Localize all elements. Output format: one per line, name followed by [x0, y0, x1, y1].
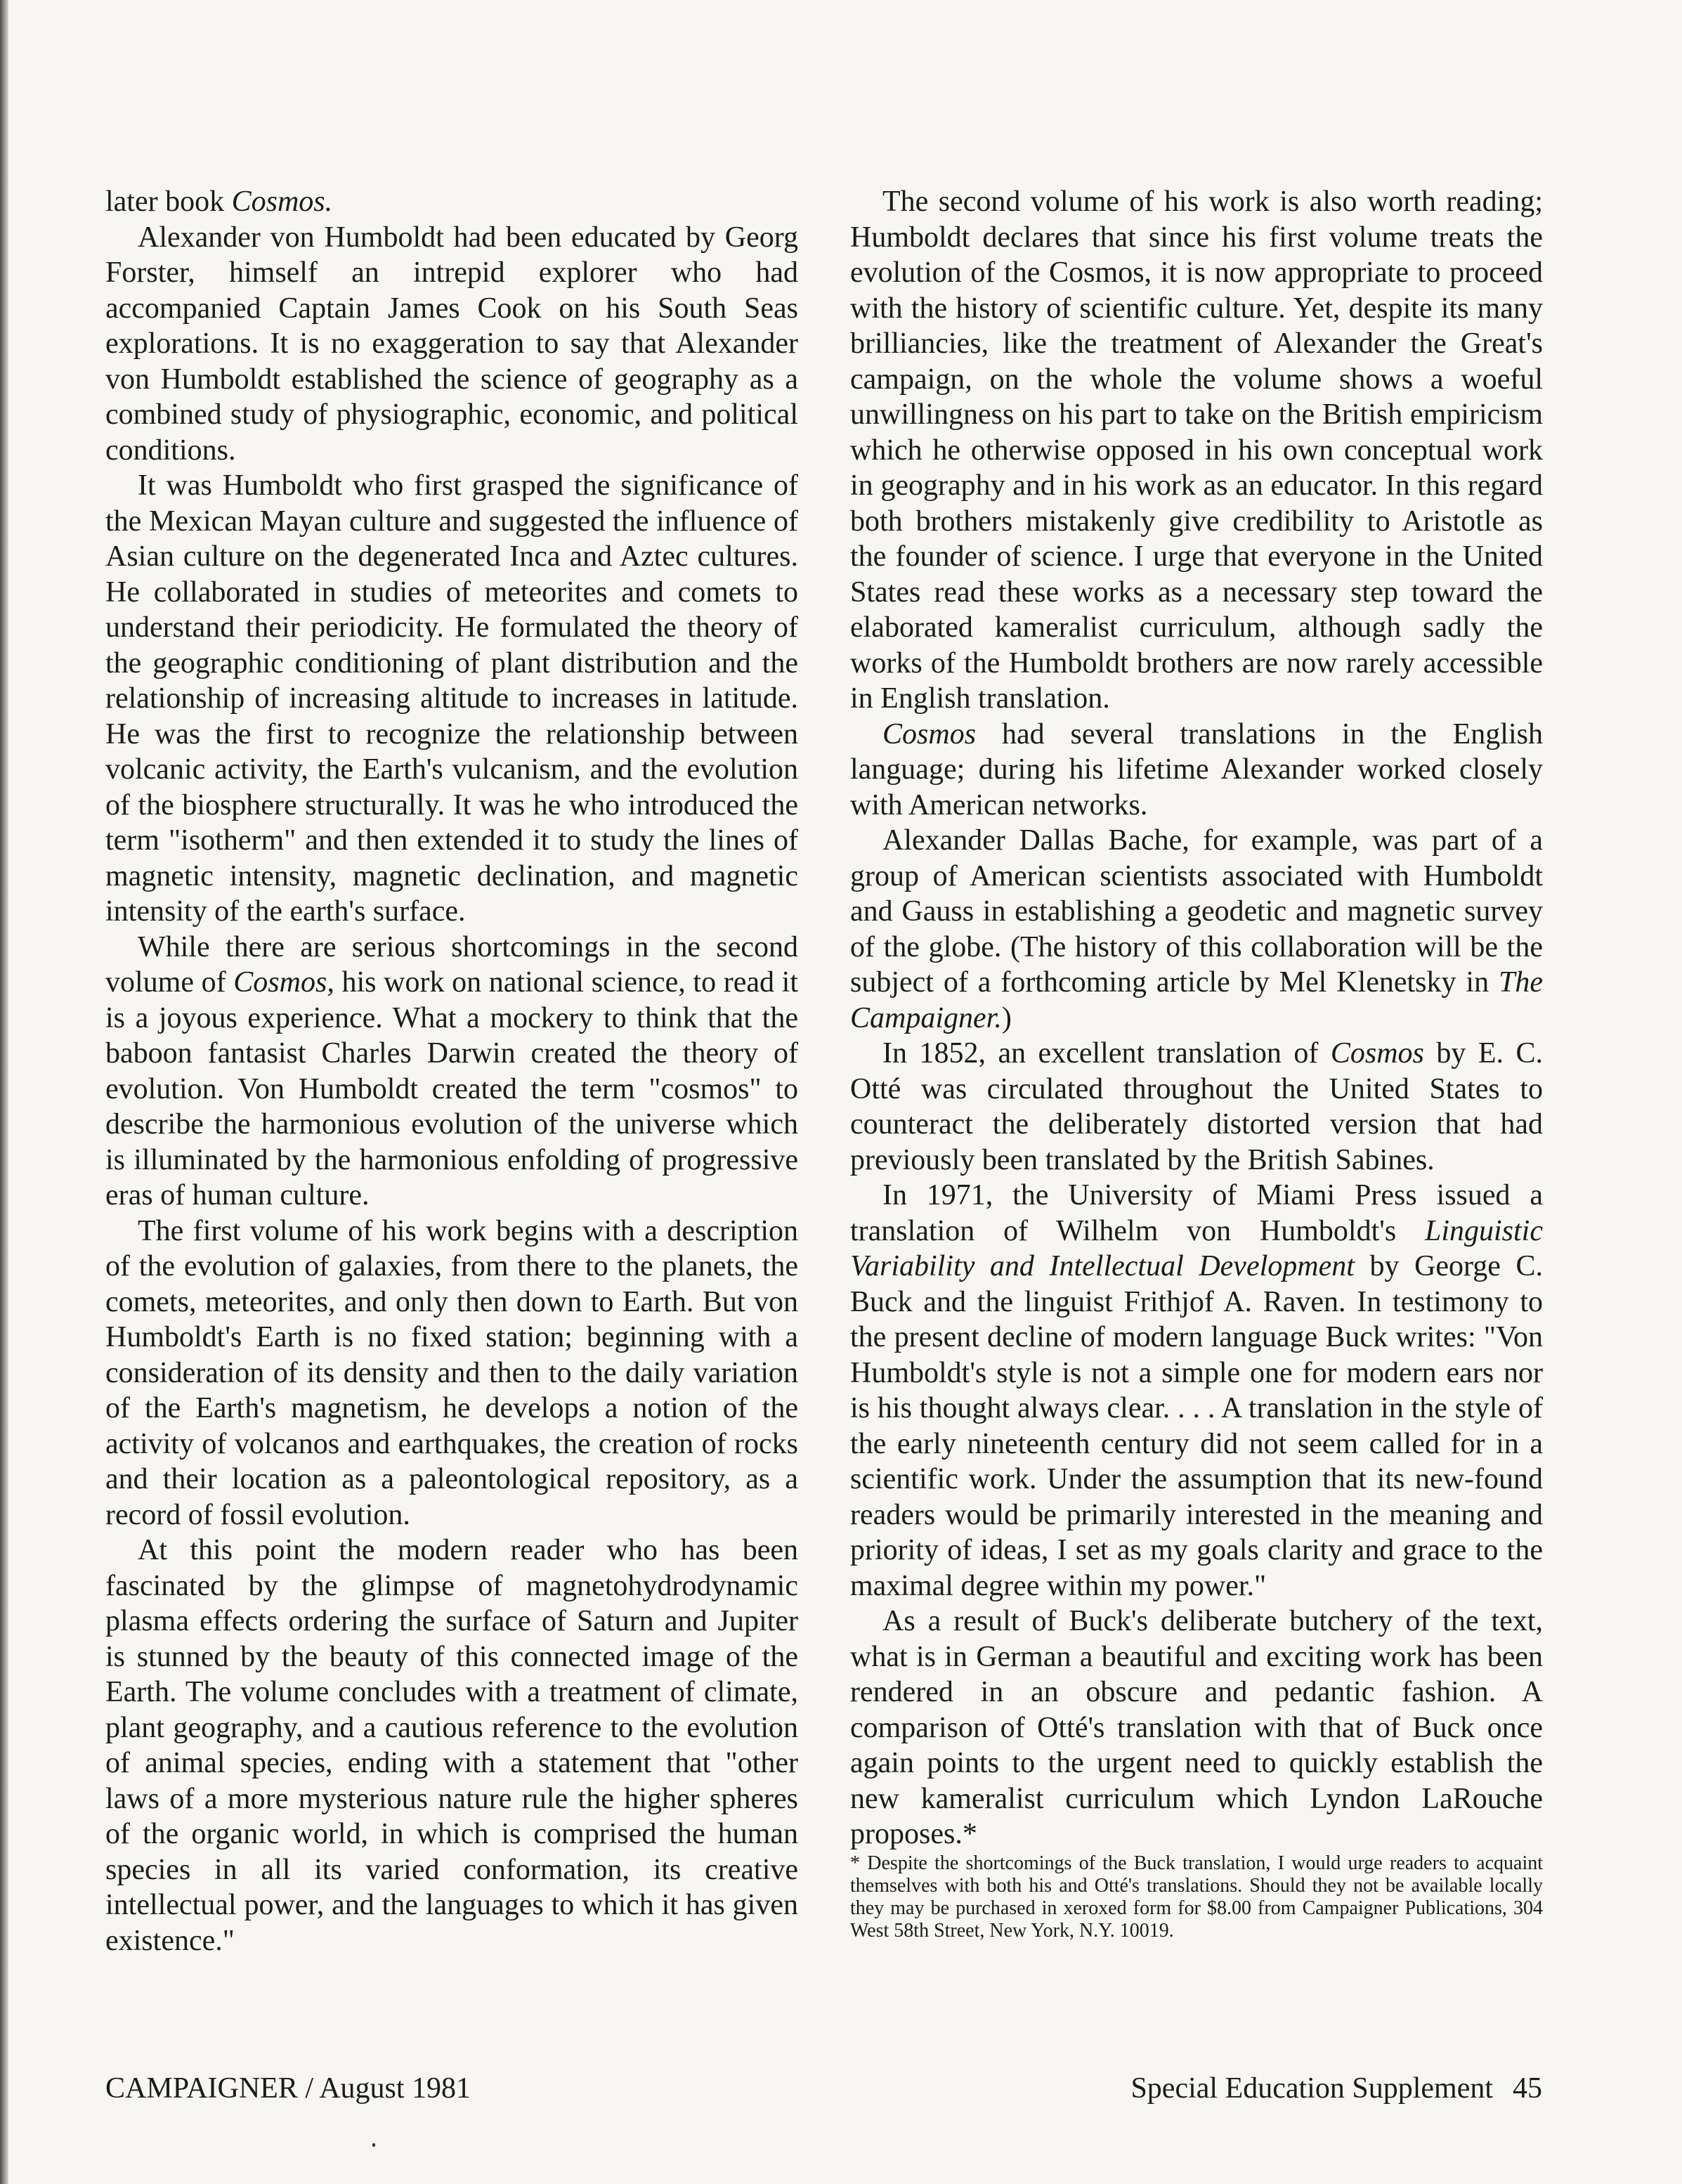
text-run: While there are serious shortcomings in the second volume of: [105, 930, 798, 999]
running-footer-right: [1093, 2072, 1542, 2105]
text-run: his work on national science, to read it is a joyous experience. What a mockery to think that the baboon fantasist Charles Darwin created the theory of evolution. Von Humboldt created the term "cosmos" to describe the harmonious evolution of the universe which is illuminated by the harmonious enfolding of progressive eras of human culture.: [105, 966, 799, 1211]
paragraph: Alexander von Humboldt had been educated by Georg Forster, himself an intrepid explorer who had accompanied Captain James Cook on his South Seas explorations. It is no exaggeration to say that Alexander von Humboldt established the science of geography as a combined study of physiographic, economic, and political conditions.: [105, 221, 798, 467]
paragraph: [105, 930, 798, 1214]
text-run: In 1852, an excellent translation of: [882, 1037, 1331, 1070]
paragraph: The first volume of his work begins with a description of the evolution of galaxies, from there to the planets, the comets, meteorites, and only then down to Earth. But von Humboldt's Earth is no fixed station; beginning with a consideration of its density and then to the daily variation of the Earth's magnetism, he develops a notion of the activity of volcanos and earthquakes, the creation of rocks and their location as a paleontological repository, as a record of fossil evolution.: [105, 1214, 798, 1531]
italic-title: Cosmos,: [233, 966, 334, 999]
paragraph: As a result of Buck's deliberate butchery of the text, what is in German a beautiful and exciting work has been rendered in an obscure and pedantic fashion. A comparison of Otté's translation with that of Buck once again points to the urgent need to quickly establish the new kameralist curriculum which Lyndon LaRouche proposes.*: [850, 1605, 1543, 1850]
text-run: had several translations in the English language; during his lifetime Alexander worked closely with American networks.: [850, 717, 1543, 821]
scan-page-edge: [0, 0, 8, 2184]
footnote: * Despite the shortcomings of the Buck translation, I would urge readers to acquaint themselves with both his and Otté's translations. Should they not be available locally they may be purchased in xeroxed form for $8.00 from Campaigner Publications, 304 West 58th Street, New York, N.Y. 10019.: [850, 1852, 1543, 1942]
paragraph: [850, 1178, 1543, 1604]
paragraph: At this point the modern reader who has been fascinated by the glimpse of magnetohydrodynamic plasma effects ordering the surface of Saturn and Jupiter is stunned by the beauty of this connected image of the Earth. The volume concludes with a treatment of climate, plant geography, and a cautious reference to the evolution of animal species, ending with a statement that "other laws of a more mysterious nature rule the higher spheres of the organic world, in which is comprised the human species in all its varied conformation, its creative intellectual power, and the languages to which it has given existence.": [105, 1534, 798, 1957]
paragraph: [850, 1036, 1543, 1178]
text-run: by E. C. Otté was circulated throughout the United States to counteract the deliberately distorted version that had previously been translated by the British Sabines.: [850, 1037, 1543, 1176]
italic-title: Linguistic Variability and Intellectual Development: [850, 1214, 1543, 1282]
paragraph: It was Humboldt who first grasped the significance of the Mexican Mayan culture and suggested the influence of Asian culture on the degenerated Inca and Aztec cultures. He collaborated in studies of meteorites and comets to understand their periodicity. He formulated the theory of the geographic conditioning of plant distribution and the relationship of increasing altitude to increases in latitude. He was the first to recognize the relationship between volcanic activity, the Earth's vulcanism, and the evolution of the biosphere structurally. It was he who introduced the term "isotherm" and then extended it to study the lines of magnetic intensity, magnetic declination, and magnetic intensity of the earth's surface.: [105, 469, 798, 928]
page-number: 45: [1513, 2072, 1542, 2105]
text-run: by George C. Buck and the linguist Frithjof A. Raven. In testimony to the present decline of modern language Buck writes: "Von Humboldt's style is not a simple one for modern ears nor is his thought always clear. . . . A translation in the style of the early nineteenth century did not seem called for in a scientific work. Under the assumption that its new-found readers would be primarily interested in the meaning and priority of ideas, I set as my goals clarity and grace to the maximal degree within my power.": [850, 1250, 1544, 1602]
paragraph: [850, 717, 1543, 824]
text-run: ): [1001, 1001, 1012, 1034]
italic-title: Cosmos: [882, 717, 977, 750]
italic-title: Cosmos.: [231, 186, 333, 218]
text-run: In 1971, the University of Miami Press issued a translation of Wilhelm von Humboldt's: [850, 1179, 1543, 1247]
paragraph: [850, 823, 1543, 1036]
left-column: [105, 184, 798, 1958]
text-run: Alexander Dallas Bache, for example, was part of a group of American scientists associated with Humboldt and Gauss in establishing a geodetic and magnetic survey of the globe. (The history of this collaboration will be the subject of a forthcoming article by Mel Klenetsky in: [850, 824, 1543, 999]
italic-title: The Campaigner.: [850, 966, 1543, 1034]
ink-speck: [372, 2143, 375, 2147]
running-footer-left: CAMPAIGNER / August 1981: [105, 2072, 471, 2105]
section-label: Special Education Supplement: [1130, 2072, 1493, 2105]
paragraph: The second volume of his work is also worth reading; Humboldt declares that since his first volume treats the evolution of the Cosmos, it is now appropriate to proceed with the history of scientific culture. Yet, despite its many brilliancies, like the treatment of Alexander the Great's campaign, on the whole the volume shows a woeful unwillingness on his part to take on the British empiricism which he otherwise opposed in his own conceptual work in geography and in his work as an educator. In this regard both brothers mistakenly give credibility to Aristotle as the founder of science. I urge that everyone in the United States read these works as a necessary step toward the elaborated kameralist curriculum, although sadly the works of the Humboldt brothers are now rarely accessible in English translation.: [850, 186, 1543, 715]
italic-title: Cosmos: [1330, 1037, 1424, 1070]
text-run: later book: [105, 186, 232, 218]
paragraph: [105, 184, 798, 220]
right-column: [850, 184, 1543, 1942]
